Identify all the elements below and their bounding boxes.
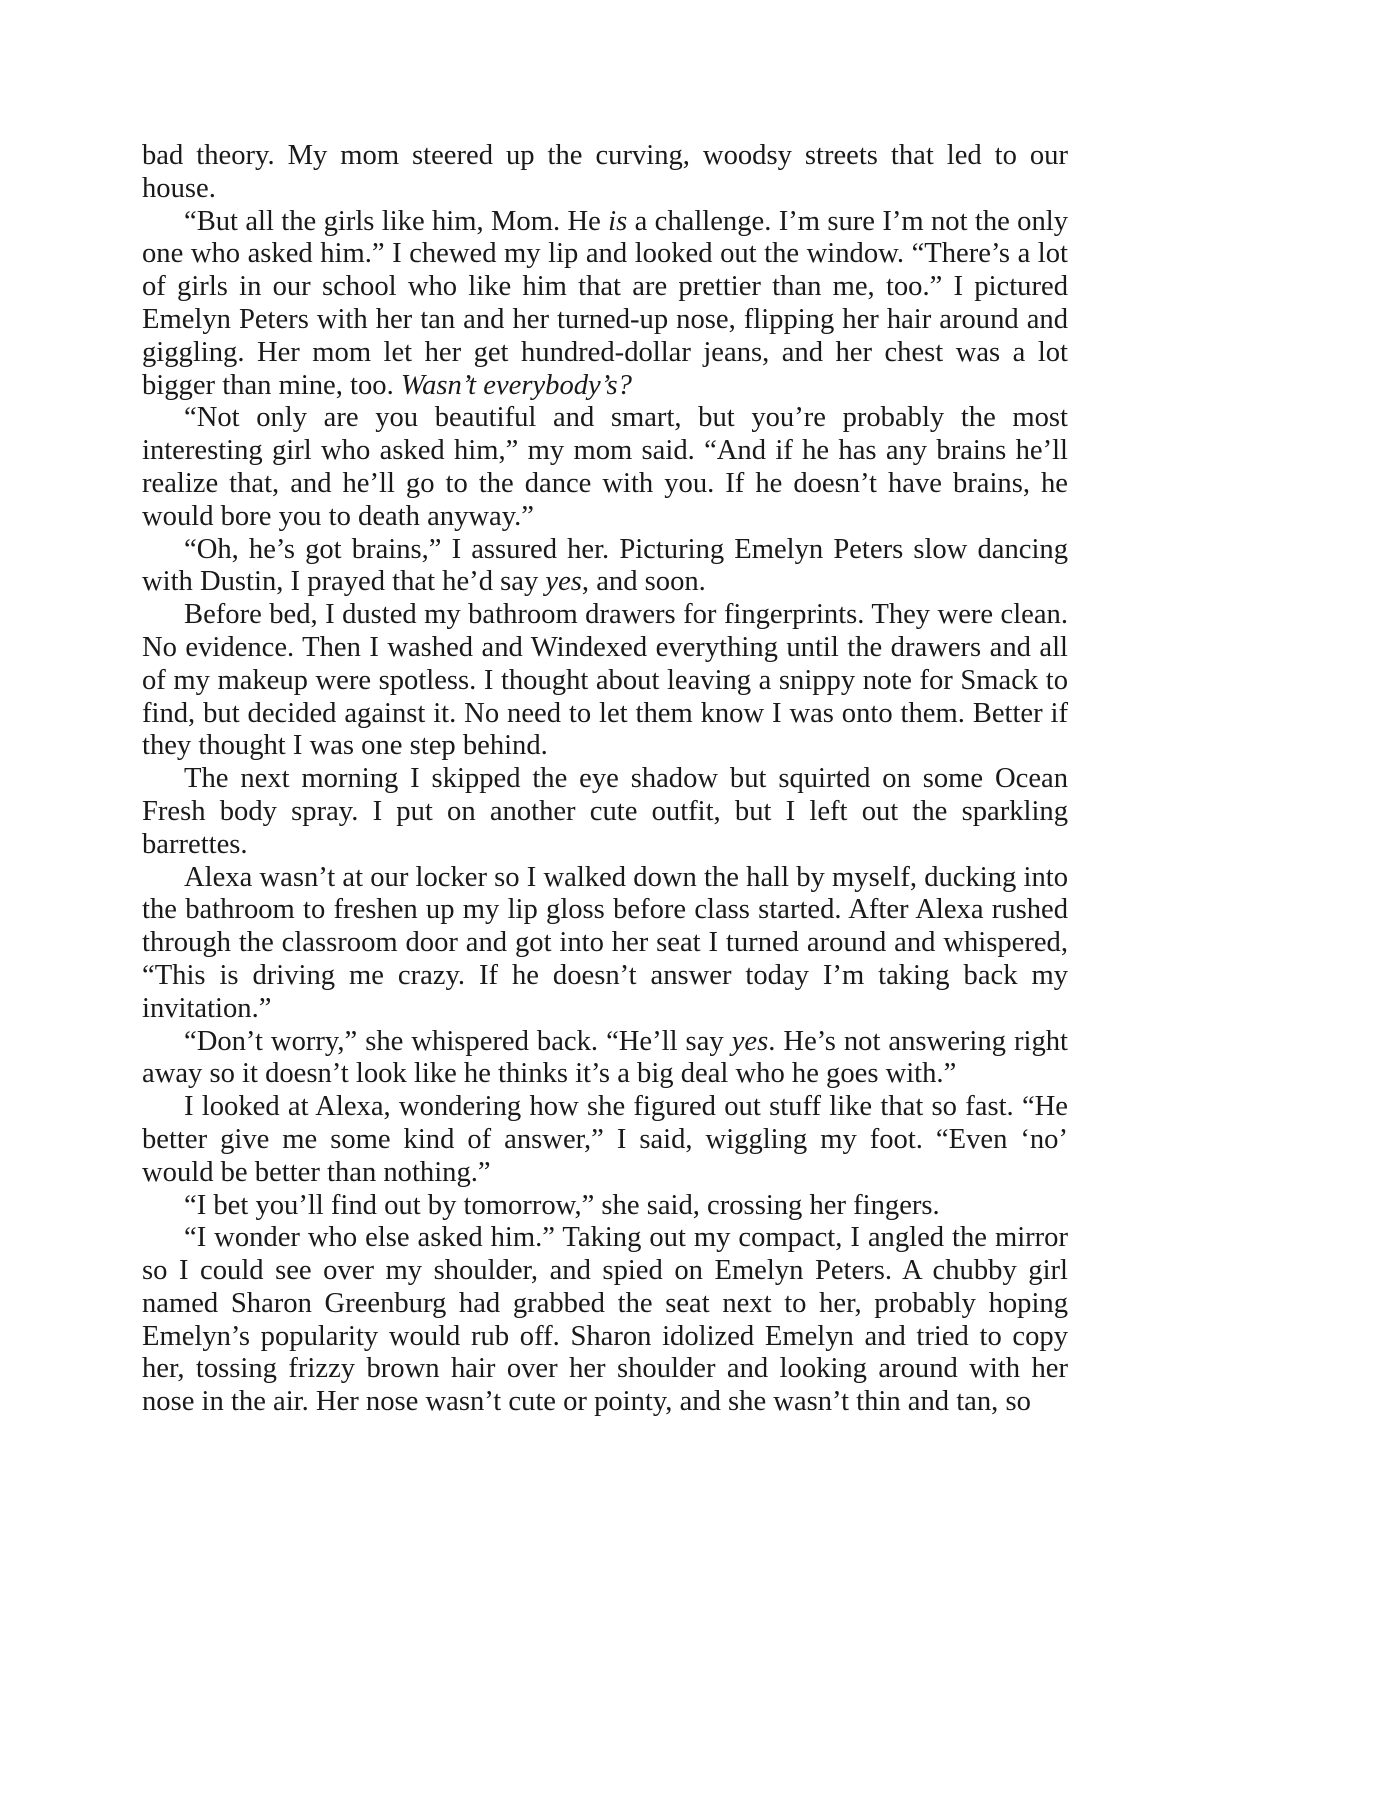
italic-text-run: Wasn’t everybody’s? (400, 369, 632, 401)
text-run: “I wonder who else asked him.” Taking out my compact, I angled the mirror so I could see over my shoulder, and spied on Emelyn Peters. A chubby girl named Sharon Greenburg had grabbed the seat next to her, probably hoping Emelyn’s popularity would rub off. Sharon idolized Emelyn and tried to copy her, tossing frizzy brown hair over her shoulder and looking around with her nose in the air. Her nose wasn’t cute or pointy, and she wasn’t thin and tan, so (142, 1222, 1068, 1418)
paragraph (142, 862, 1068, 1026)
paragraph (142, 534, 1068, 600)
text-run: “But all the girls like him, Mom. He (184, 205, 609, 237)
paragraph (142, 140, 1068, 206)
paragraph (142, 206, 1068, 403)
paragraph (142, 599, 1068, 763)
text-run: bad theory. My mom steered up the curving, woodsy streets that led to our house. (142, 140, 1068, 204)
italic-text-run: yes (731, 1025, 769, 1057)
paragraph (142, 402, 1068, 533)
text-run: Before bed, I dusted my bathroom drawers for fingerprints. They were clean. No evidence. Then I washed and Windexed everything until the drawers and all of my makeup were spotless. I thought about leaving a snippy note for Smack to find, but decided against it. No need to let them know I was onto them. Better if they thought I was one step behind. (142, 599, 1068, 762)
document-page (142, 140, 1068, 1419)
paragraph (142, 1091, 1068, 1189)
text-run: “Not only are you beautiful and smart, but you’re probably the most interesting girl who asked him,” my mom said. “And if he has any brains he’ll realize that, and he’ll go to the dance with you. If he doesn’t have brains, he would bore you to death anyway.” (142, 402, 1068, 532)
paragraph (142, 1222, 1068, 1419)
italic-text-run: is (608, 205, 628, 237)
text-run: “Don’t worry,” she whispered back. “He’ll say (184, 1025, 732, 1057)
paragraph (142, 1026, 1068, 1092)
paragraph (142, 1190, 1068, 1223)
text-run: “I bet you’ll find out by tomorrow,” she said, crossing her fingers. (184, 1189, 940, 1221)
italic-text-run: yes (545, 566, 582, 598)
text-run: Alexa wasn’t at our locker so I walked down the hall by myself, ducking into the bathroom to freshen up my lip gloss before class started. After Alexa rushed through the classroom door and got into her seat I turned around and whispered, “This is driving me crazy. If he doesn’t answer today I’m taking back my invitation.” (142, 861, 1068, 1024)
text-run: I looked at Alexa, wondering how she figured out stuff like that so fast. “He better give me some kind of answer,” I said, wiggling my foot. “Even ‘no’ would be better than nothing.” (142, 1091, 1068, 1188)
paragraph (142, 763, 1068, 861)
text-run: “Oh, he’s got brains,” I assured her. Picturing Emelyn Peters slow dancing with Dustin, I prayed that he’d say (142, 533, 1068, 598)
text-run: . He’s not answering right away so it doesn’t look like he thinks it’s a big deal who he goes with.” (142, 1025, 1068, 1090)
text-run: The next morning I skipped the eye shadow but squirted on some Ocean Fresh body spray. I put on another cute outfit, but I left out the sparkling barrettes. (142, 763, 1068, 860)
text-run: a challenge. I’m sure I’m not the only one who asked him.” I chewed my lip and looked out the window. “There’s a lot of girls in our school who like him that are prettier than me, too.” I pictured Emelyn Peters with her tan and her turned-up nose, flipping her hair around and giggling. Her mom let her get hundred-dollar jeans, and her chest was a lot bigger than mine, too. (142, 205, 1068, 401)
text-run: , and soon. (581, 566, 706, 598)
